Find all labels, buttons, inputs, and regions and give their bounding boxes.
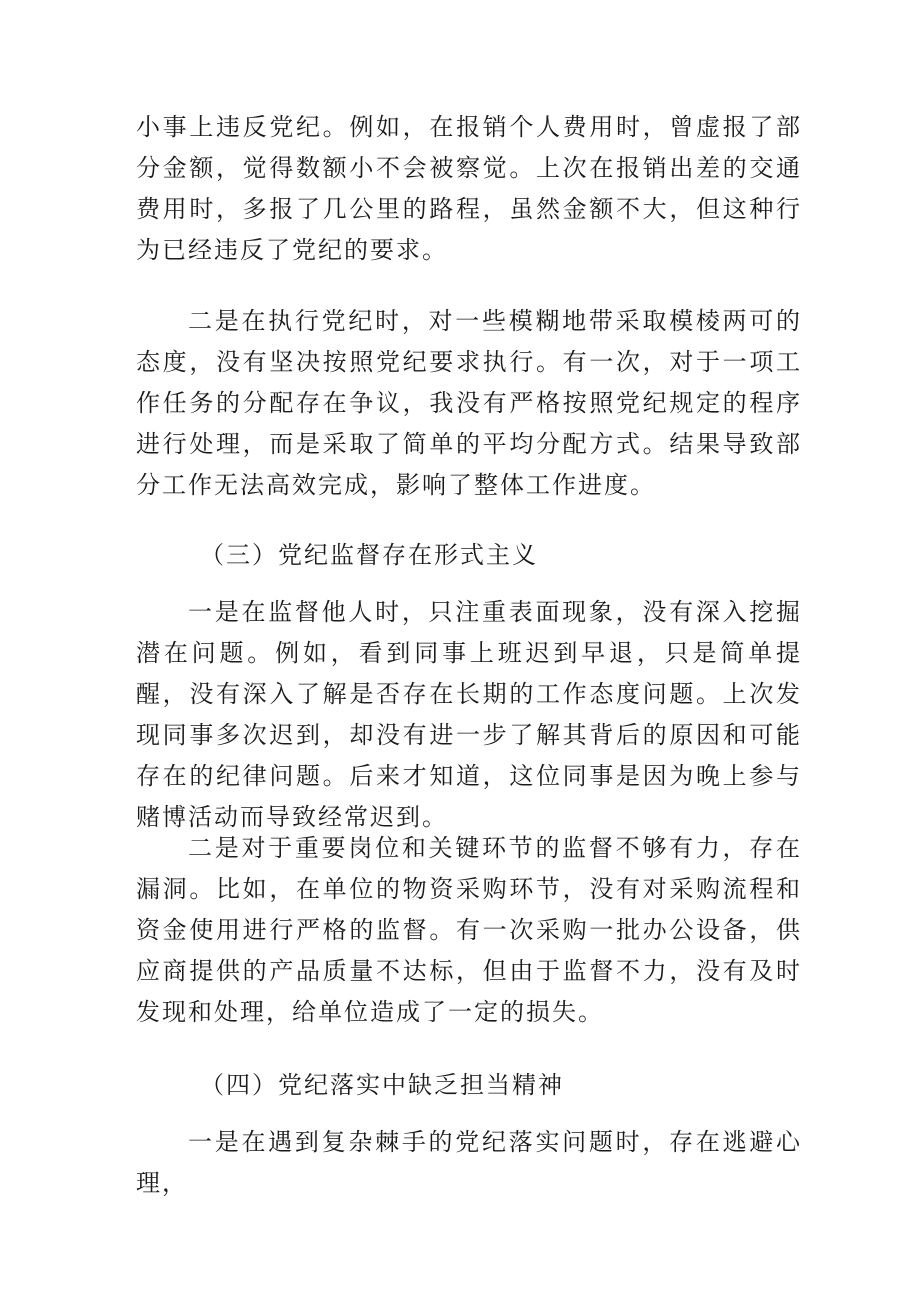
section-heading-3: （三）党纪监督存在形式主义 [200,541,538,569]
paragraph-avoidance: 一是在遇到复杂棘手的党纪落实问题时，存在逃避心理， [136,1128,802,1197]
paragraph-key-position-supervision: 二是对于重要岗位和关键环节的监督不够有力，存在漏洞。比如，在单位的物资采购环节，没有对采购流程和资金使用进行严格的监督。有一次采购一批办公设备，供应商提供的产品质量不达标，但由于监督不力，没有及时发现和处理，给单位造成了一定的损失。 [136,834,802,1026]
paragraph-surface-supervision: 一是在监督他人时，只注重表面现象，没有深入挖掘潜在问题。例如，看到同事上班迟到早退，只是简单提醒，没有深入了解是否存在长期的工作态度问题。上次发现同事多次迟到，却没有进一步了解其背后的原因和可能存在的纪律问题。后来才知道，这位同事是因为晚上参与赌博活动而导致经常迟到。 [136,598,802,831]
paragraph-execution-ambiguity: 二是在执行党纪时，对一些模糊地带采取模棱两可的态度，没有坚决按照党纪要求执行。有一次，对于一项工作任务的分配存在争议，我没有严格按照党纪规定的程序进行处理，而是采取了简单的平均分配方式。结果导致部分工作无法高效完成，影响了整体工作进度。 [136,307,802,499]
paragraph-continuation: 小事上违反党纪。例如，在报销个人费用时，曾虚报了部分金额，觉得数额小不会被察觉。上次在报销出差的交通费用时，多报了几公里的路程，虽然金额不大，但这种行为已经违反了党纪的要求。 [136,113,802,264]
section-heading-4: （四）党纪落实中缺乏担当精神 [200,1071,564,1099]
